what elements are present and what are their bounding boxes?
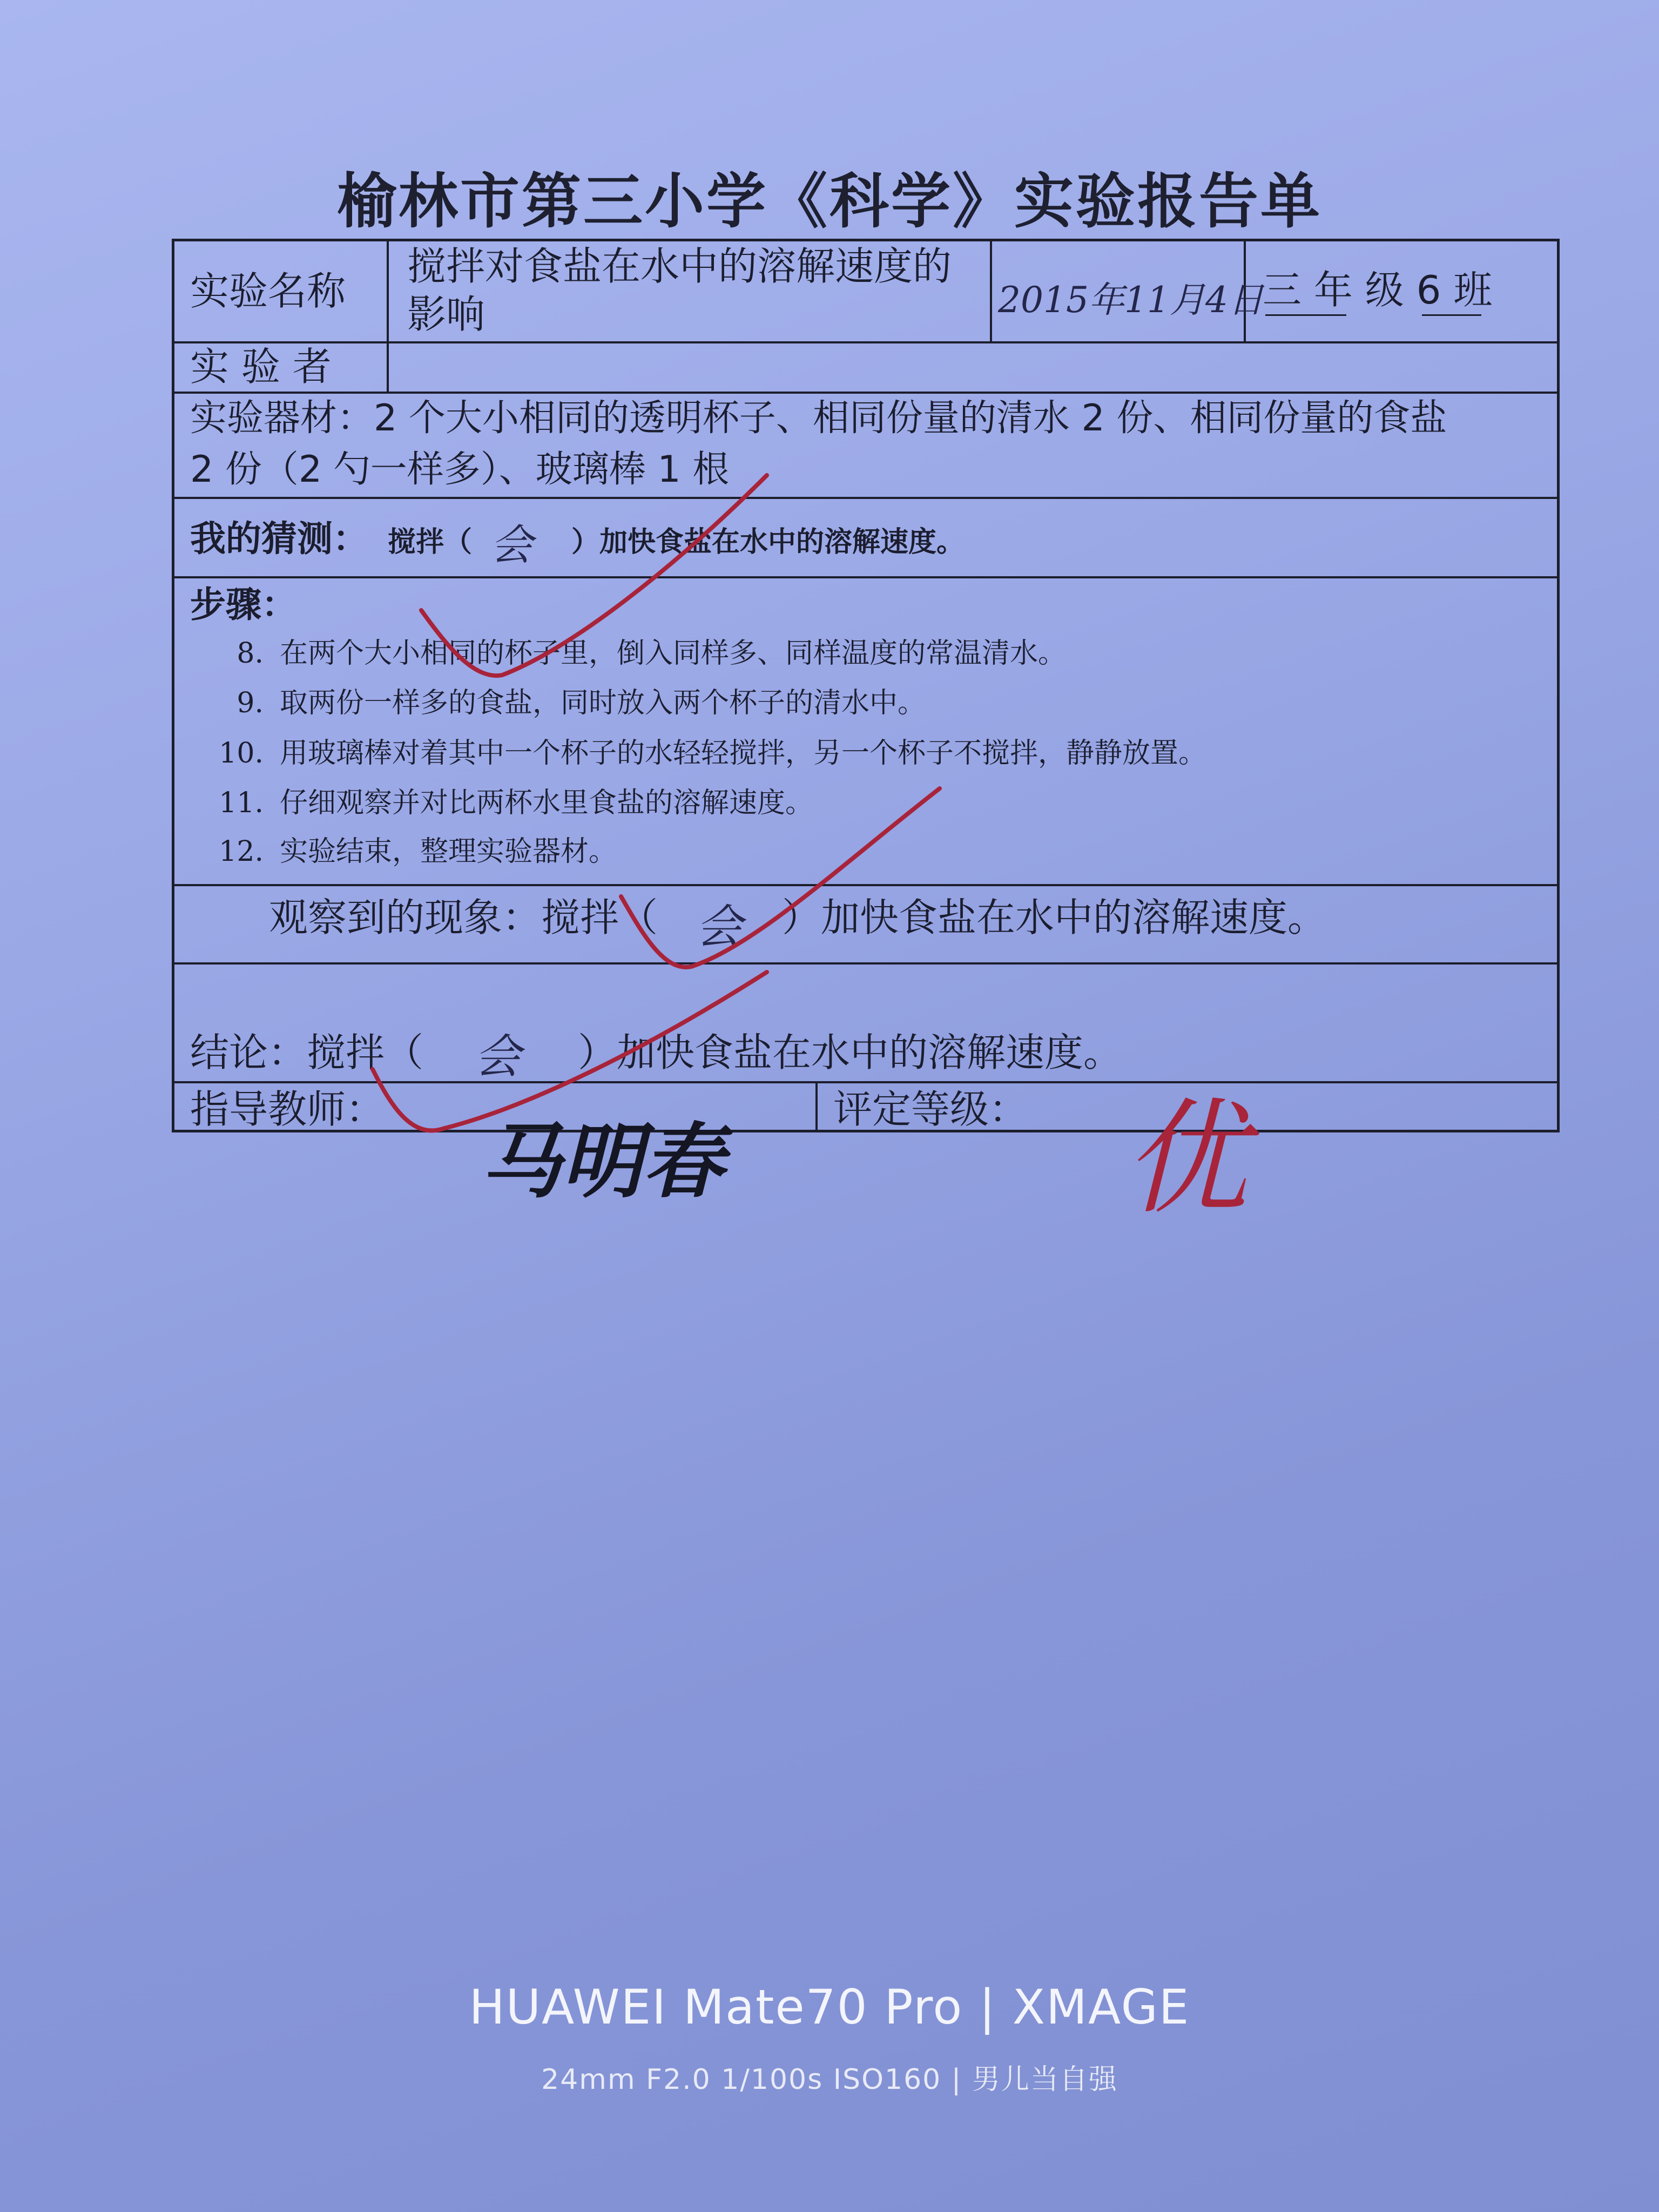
rule: [172, 341, 1560, 343]
step-number: 12.: [219, 835, 264, 868]
underline: [1422, 314, 1481, 316]
report-table: [172, 239, 1560, 1132]
step-number: 9.: [237, 687, 264, 719]
teacher-signature: 马明春: [481, 1114, 724, 1209]
step-item: [204, 635, 1066, 672]
underline: [1265, 314, 1346, 316]
teacher-label: 指导教师：: [190, 1087, 385, 1132]
guess-label: 我的猜测：: [190, 518, 368, 559]
grade-class: 三 年 级 6 班: [1263, 267, 1493, 313]
step-item: [204, 734, 1206, 772]
step-text: 取两份一样多的食盐，同时放入两个杯子的清水中。: [280, 687, 926, 719]
rule: [172, 962, 1560, 965]
camera-meta-watermark: 24mm F2.0 1/100s ISO160 | 男儿当自强: [541, 2063, 1118, 2096]
conclusion-suffix: ）加快食盐在水中的溶解速度。: [578, 1030, 1123, 1075]
step-item: [204, 833, 617, 871]
step-text: 在两个大小相同的杯子里，倒入同样多、同样温度的常温清水。: [280, 637, 1067, 670]
step-item: [204, 784, 813, 822]
materials-line1: 实验器材：2 个大小相同的透明杯子、相同份量的清水 2 份、相同份量的食盐: [190, 397, 1447, 440]
step-text: 用玻璃棒对着其中一个杯子的水轻轻搅拌，另一个杯子不搅拌，静静放置。: [280, 737, 1207, 770]
camera-brand-watermark: HUAWEI Mate70 Pro | XMAGE: [469, 1979, 1190, 2035]
guess-answer: 会: [490, 521, 533, 570]
materials-line2: 2 份（2 勺一样多）、玻璃棒 1 根: [190, 448, 730, 491]
observation-label: 观察到的现象：搅拌（: [269, 895, 658, 940]
observation-answer: 会: [696, 900, 742, 954]
observation-suffix: ）加快食盐在水中的溶解速度。: [782, 895, 1327, 940]
document-title: 榆林市第三小学《科学》实验报告单: [337, 167, 1322, 236]
grade-value: 优: [1123, 1087, 1247, 1231]
show-through-text: [205, 22, 265, 107]
rule: [172, 1081, 1560, 1083]
steps-label: 步骤：: [190, 584, 297, 625]
rule: [172, 884, 1560, 886]
step-number: 11.: [219, 787, 264, 819]
date-handwritten: 2015年11月4日: [998, 279, 1264, 321]
conclusion-answer: 会: [474, 1030, 521, 1084]
step-item: [204, 684, 926, 722]
rule: [172, 497, 1560, 499]
step-number: 10.: [219, 737, 264, 770]
experiment-name-label: 实验名称: [190, 268, 346, 314]
guess-suffix: ）加快食盐在水中的溶解速度。: [571, 526, 965, 558]
experimenter-label: 实 验 者: [190, 344, 332, 389]
conclusion-label: 结论：搅拌（: [190, 1030, 424, 1075]
step-number: 8.: [237, 637, 264, 670]
table-border-right: [1557, 239, 1560, 1132]
experiment-name-line2: 影响: [407, 292, 485, 337]
experiment-name-line1: 搅拌对食盐在水中的溶解速度的: [407, 244, 952, 289]
rule: [990, 239, 992, 343]
step-text: 实验结束，整理实验器材。: [280, 835, 617, 868]
step-text: 仔细观察并对比两杯水里食盐的溶解速度。: [280, 787, 814, 819]
rule: [172, 576, 1560, 578]
rule: [815, 1081, 818, 1132]
grade-label: 评定等级：: [833, 1087, 1028, 1132]
table-border-left: [172, 239, 174, 1132]
guess-prefix: 搅拌（: [388, 526, 473, 558]
rule: [387, 239, 389, 394]
